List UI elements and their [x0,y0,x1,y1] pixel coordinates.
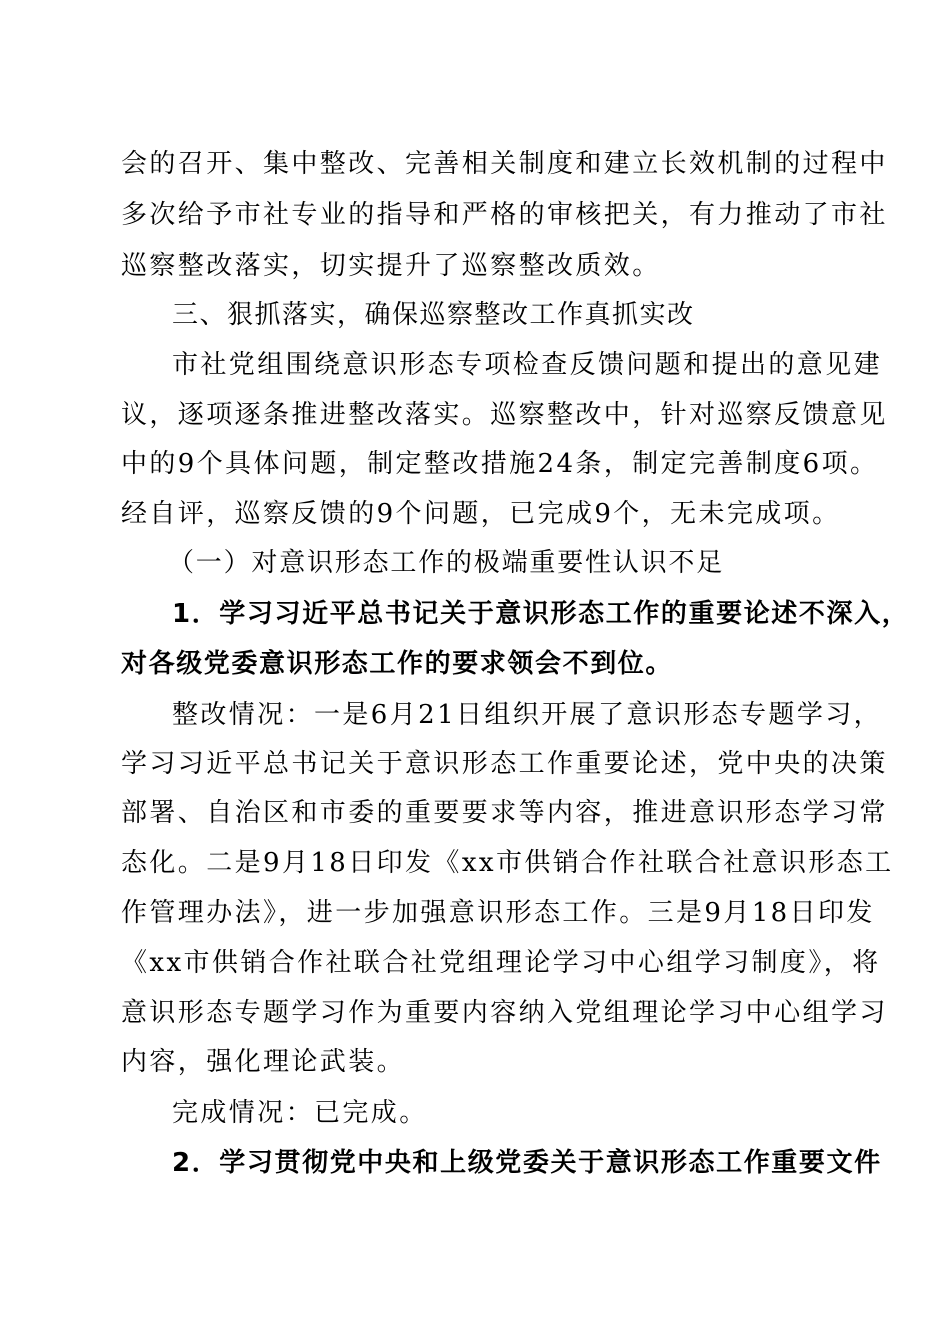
body-text-line: 议，逐项逐条推进整改落实。巡察整改中，针对巡察反馈意见 [121,400,888,430]
body-text-line: 《xx市供销合作社联合社党组理论学习中心组学习制度》，将 [121,948,881,978]
item-heading: 2．学习贯彻党中央和上级党委关于意识形态工作重要文件 [172,1148,882,1178]
body-text-line: 意识形态专题学习作为重要内容纳入党组理论学习中心组学习 [121,998,888,1028]
item-heading: 1．学习习近平总书记关于意识形态工作的重要论述不深入， [172,599,910,629]
body-text-line: 学习习近平总书记关于意识形态工作重要论述，党中央的决策 [121,749,888,779]
body-text-line: 市社党组围绕意识形态专项检查反馈问题和提出的意见建 [172,350,883,380]
body-text-line: 经自评，巡察反馈的9个问题，已完成9个，无未完成项。 [121,499,841,529]
body-text-line: 巡察整改落实，切实提升了巡察整改质效。 [121,251,661,281]
body-text-line: 作管理办法》，进一步加强意识形态工作。三是9月18日印发 [121,898,875,928]
body-text-line: 整改情况：一是6月21日组织开展了意识形态专题学习， [172,700,883,730]
body-text-line: 多次给予市社专业的指导和严格的审核把关，有力推动了市社 [121,200,888,230]
subsection-heading: （一）对意识形态工作的极端重要性认识不足 [168,548,725,578]
body-text-line: 部署、自治区和市委的重要要求等内容，推进意识形态学习常 [121,798,888,828]
completion-status: 完成情况：已完成。 [172,1098,428,1128]
item-heading: 对各级党委意识形态工作的要求领会不到位。 [121,649,674,679]
body-text-line: 内容，强化理论武装。 [121,1047,406,1077]
body-text-line: 会的召开、集中整改、完善相关制度和建立长效机制的过程中 [121,149,888,179]
body-text-line: 态化。二是9月18日印发《xx市供销合作社联合社意识形态工 [121,848,894,878]
section-heading: 三、狠抓落实，确保巡察整改工作真抓实改 [172,300,695,330]
body-text-line: 中的9个具体问题，制定整改措施24条，制定完善制度6项。 [121,449,879,479]
